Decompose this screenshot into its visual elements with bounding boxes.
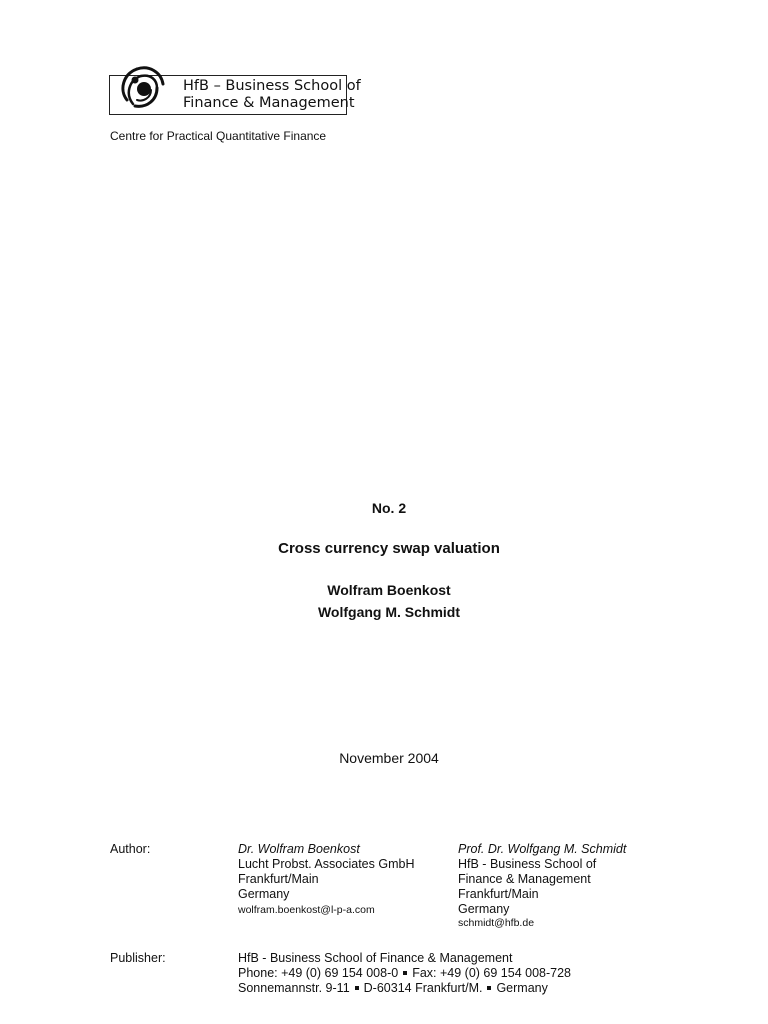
- author1-country: Germany: [238, 887, 290, 901]
- publisher-phone: Phone: +49 (0) 69 154 008-0: [238, 966, 399, 980]
- logo-line-1: HfB – Business School of: [183, 78, 361, 94]
- author1-details: [238, 842, 414, 917]
- author2-email[interactable]: schmidt@hfb.de: [458, 917, 535, 929]
- author1-name: Dr. Wolfram Boenkost: [238, 842, 360, 856]
- author-name-1: Wolfram Boenkost: [327, 582, 451, 598]
- author2-city: Frankfurt/Main: [458, 887, 539, 901]
- publisher-country: Germany: [496, 981, 548, 995]
- publication-date: November 2004: [339, 750, 439, 766]
- paper-number: No. 2: [371, 500, 407, 516]
- bullet-separator-icon: [355, 986, 359, 990]
- author1-email[interactable]: wolfram.boenkost@l-p-a.com: [238, 904, 375, 916]
- hfb-logo-icon: [113, 60, 171, 118]
- publisher-address: [238, 981, 571, 996]
- publisher-contact: [238, 966, 571, 981]
- institution-logo: [109, 75, 361, 115]
- author-name-2: Wolfgang M. Schmidt: [317, 604, 461, 620]
- logo-text: [183, 78, 361, 112]
- publisher-name: HfB - Business School of Finance & Management: [238, 951, 513, 965]
- publisher-label: Publisher:: [110, 951, 166, 965]
- author-label: Author:: [110, 842, 151, 856]
- author2-org-line-2: Finance & Management: [458, 872, 591, 886]
- author1-city: Frankfurt/Main: [238, 872, 319, 886]
- author1-org: Lucht Probst. Associates GmbH: [238, 857, 415, 871]
- author2-details: [458, 842, 626, 930]
- publisher-fax: Fax: +49 (0) 69 154 008-728: [412, 966, 571, 980]
- centre-name: Centre for Practical Quantitative Finance: [110, 129, 327, 143]
- logo-line-2: Finance & Management: [183, 95, 355, 111]
- paper-title: Cross currency swap valuation: [278, 540, 500, 557]
- author2-name: Prof. Dr. Wolfgang M. Schmidt: [458, 842, 627, 856]
- publisher-street: Sonnemannstr. 9-11: [238, 981, 350, 995]
- author2-org-line-1: HfB - Business School of: [458, 857, 597, 871]
- bullet-separator-icon: [403, 971, 407, 975]
- author2-country: Germany: [458, 902, 510, 916]
- publisher-details: [238, 951, 571, 996]
- publisher-zip-city: D-60314 Frankfurt/M.: [363, 981, 483, 995]
- bullet-separator-icon: [487, 986, 491, 990]
